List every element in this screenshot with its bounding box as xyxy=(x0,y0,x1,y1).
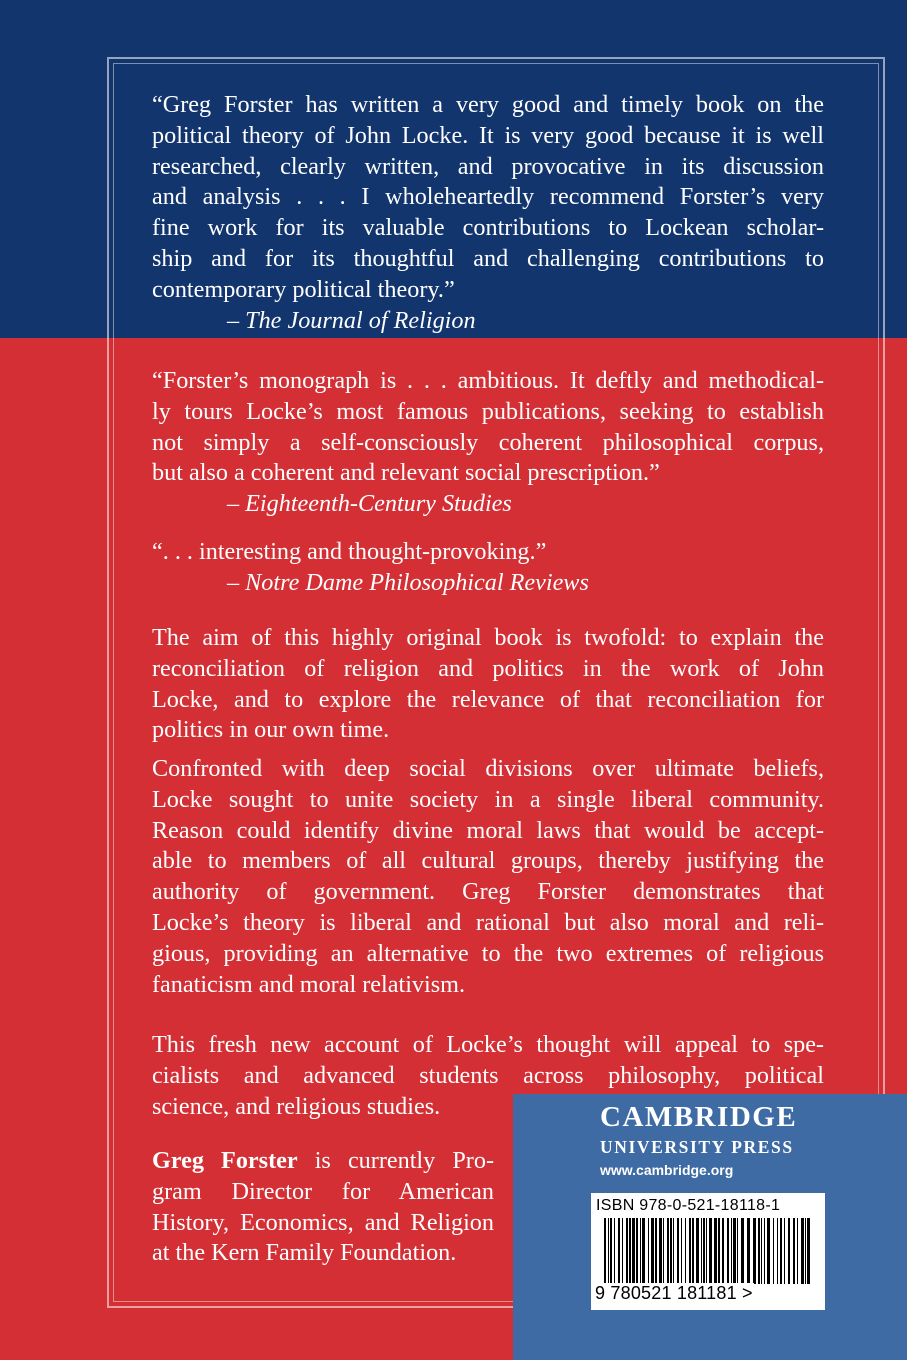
barcode-bar xyxy=(733,1218,736,1284)
barcode-bar xyxy=(640,1218,641,1284)
review-line: and analysis . . . I wholeheartedly recommend Forster’s very xyxy=(152,183,824,211)
review-line: contemporary political theory.” xyxy=(152,275,455,303)
barcode-bar xyxy=(788,1218,790,1284)
barcode-bar xyxy=(648,1218,649,1284)
barcode-bar xyxy=(614,1218,615,1284)
barcode-digits: 9 780521 181181 > xyxy=(595,1283,753,1303)
barcode-bar xyxy=(727,1218,729,1284)
barcode-bar xyxy=(797,1218,798,1284)
barcode-bar xyxy=(608,1218,609,1284)
review-source: Eighteenth-Century Studies xyxy=(245,490,512,518)
review-line: “Greg Forster has written a very good and timely book on the xyxy=(152,91,824,118)
barcode-bar xyxy=(610,1218,612,1284)
barcode-bar xyxy=(651,1218,654,1284)
blurb-line: Locke, and to explore the relevance of that reconciliation for xyxy=(152,685,824,713)
review-line: “Forster’s monograph is . . . ambitious. It deftly and methodical- xyxy=(152,367,824,394)
blurb-line: fanaticism and moral relativism. xyxy=(152,970,465,998)
barcode-bar xyxy=(741,1218,744,1284)
blurb-line: able to members of all cultural groups, thereby justifying the xyxy=(152,847,824,875)
barcode-bar xyxy=(801,1218,804,1284)
blurb-paragraph-aim xyxy=(152,623,824,746)
barcode-bar xyxy=(807,1218,810,1284)
review-source: The Journal of Religion xyxy=(245,306,476,334)
review-attribution: – The Journal of Religion xyxy=(227,306,476,334)
publisher-url[interactable]: www.cambridge.org xyxy=(600,1162,734,1178)
review-attribution: – Eighteenth-Century Studies xyxy=(227,490,512,518)
publisher-subtitle: UNIVERSITY PRESS xyxy=(600,1137,794,1157)
barcode-bars xyxy=(604,1218,816,1288)
barcode-bar xyxy=(706,1218,707,1284)
barcode-bar xyxy=(701,1218,702,1284)
barcode-bar xyxy=(685,1218,686,1284)
barcode-bar xyxy=(780,1218,782,1284)
barcode-bar xyxy=(761,1218,762,1284)
barcode-bar xyxy=(731,1218,732,1284)
barcode-bar xyxy=(604,1218,606,1284)
blurb-line: gious, providing an alternative to the two extremes of religious xyxy=(152,939,824,967)
barcode-bar xyxy=(663,1218,664,1284)
barcode-bar xyxy=(703,1218,705,1284)
barcode-bar xyxy=(667,1218,669,1284)
blurb-line: reconciliation of religion and politics in the work of John xyxy=(152,654,824,682)
isbn-text: ISBN 978-0-521-18118-1 xyxy=(596,1197,781,1214)
review-line: not simply a self-consciously coherent philosophical corpus, xyxy=(152,428,824,456)
barcode-bar xyxy=(714,1218,717,1284)
blurb-line: Locke sought to unite society in a single liberal community. xyxy=(152,785,824,813)
barcode-bar xyxy=(618,1218,620,1284)
barcode-bar xyxy=(689,1218,691,1284)
barcode-bar xyxy=(764,1218,765,1284)
review-source: Notre Dame Philosophical Reviews xyxy=(245,568,589,596)
barcode-bar xyxy=(793,1218,795,1284)
blurb-line: cialists and advanced students across philosophy, political xyxy=(152,1061,824,1089)
blurb-line: Reason could identify divine moral laws that would be accept- xyxy=(152,816,824,844)
review-line: ly tours Locke’s most famous publications, seeking to establish xyxy=(152,397,824,425)
barcode-bar xyxy=(805,1218,806,1284)
barcode-bar xyxy=(642,1218,645,1284)
barcode-bar xyxy=(622,1218,623,1284)
blurb-line: politics in our own time. xyxy=(152,716,390,744)
blurb-paragraph-locke xyxy=(152,754,824,1000)
barcode-bar xyxy=(655,1218,657,1284)
barcode-bar xyxy=(677,1218,679,1284)
barcode-bar xyxy=(626,1218,628,1284)
barcode-bar xyxy=(747,1218,750,1284)
review-notre-dame xyxy=(152,537,824,599)
review-journal-of-religion xyxy=(152,90,824,336)
barcode-bar xyxy=(737,1218,738,1284)
review-line: but also a coherent and relevant social prescription.” xyxy=(152,459,660,487)
blurb-line: The aim of this highly original book is twofold: to explain the xyxy=(152,624,824,651)
barcode-bar xyxy=(784,1218,785,1284)
blurb-line: science, and religious studies. xyxy=(152,1092,441,1120)
barcode-bar xyxy=(773,1218,774,1284)
barcode-bar xyxy=(696,1218,699,1284)
publisher-name: CAMBRIDGE xyxy=(600,1101,798,1133)
barcode-bar xyxy=(767,1218,770,1284)
author-bio xyxy=(152,1146,494,1269)
review-line: researched, clearly written, and provocative in its discussion xyxy=(152,152,824,180)
review-line: fine work for its valuable contributions to Lockean scholar- xyxy=(152,214,824,242)
barcode-bar xyxy=(753,1218,756,1284)
author-name: Greg Forster xyxy=(152,1147,298,1174)
barcode-bar xyxy=(681,1218,682,1284)
barcode-bar xyxy=(709,1218,712,1284)
barcode-bar xyxy=(659,1218,662,1284)
barcode-bar xyxy=(632,1218,635,1284)
review-line: political theory of John Locke. It is very good because it is well xyxy=(152,121,824,149)
bio-line: gram Director for American xyxy=(152,1177,494,1205)
review-attribution: – Notre Dame Philosophical Reviews xyxy=(227,568,589,596)
review-line: “. . . interesting and thought-provoking.” xyxy=(152,538,547,565)
review-eighteenth-century-studies xyxy=(152,366,824,520)
blurb-line: authority of government. Greg Forster demonstrates that xyxy=(152,878,824,906)
blurb-line: This fresh new account of Locke’s thought will appeal to spe- xyxy=(152,1031,824,1058)
bio-line: Greg Forster is currently Pro- xyxy=(152,1147,494,1174)
barcode-bar xyxy=(758,1218,760,1284)
barcode-bar xyxy=(629,1218,631,1284)
blurb-line: Confronted with deep social divisions over ultimate beliefs, xyxy=(152,755,824,782)
barcode-bar xyxy=(673,1218,674,1284)
barcode-bar xyxy=(722,1218,724,1284)
barcode-bar xyxy=(692,1218,694,1284)
barcode-bar xyxy=(718,1218,720,1284)
barcode-bar xyxy=(670,1218,672,1284)
barcode-bar xyxy=(636,1218,638,1284)
blurb-line: Locke’s theory is liberal and rational but also moral and reli- xyxy=(152,908,824,936)
barcode-bar xyxy=(777,1218,778,1284)
bio-line: History, Economics, and Religion xyxy=(152,1208,494,1236)
review-line: ship and for its thoughtful and challenging contributions to xyxy=(152,244,824,272)
bio-line: at the Kern Family Foundation. xyxy=(152,1239,457,1267)
